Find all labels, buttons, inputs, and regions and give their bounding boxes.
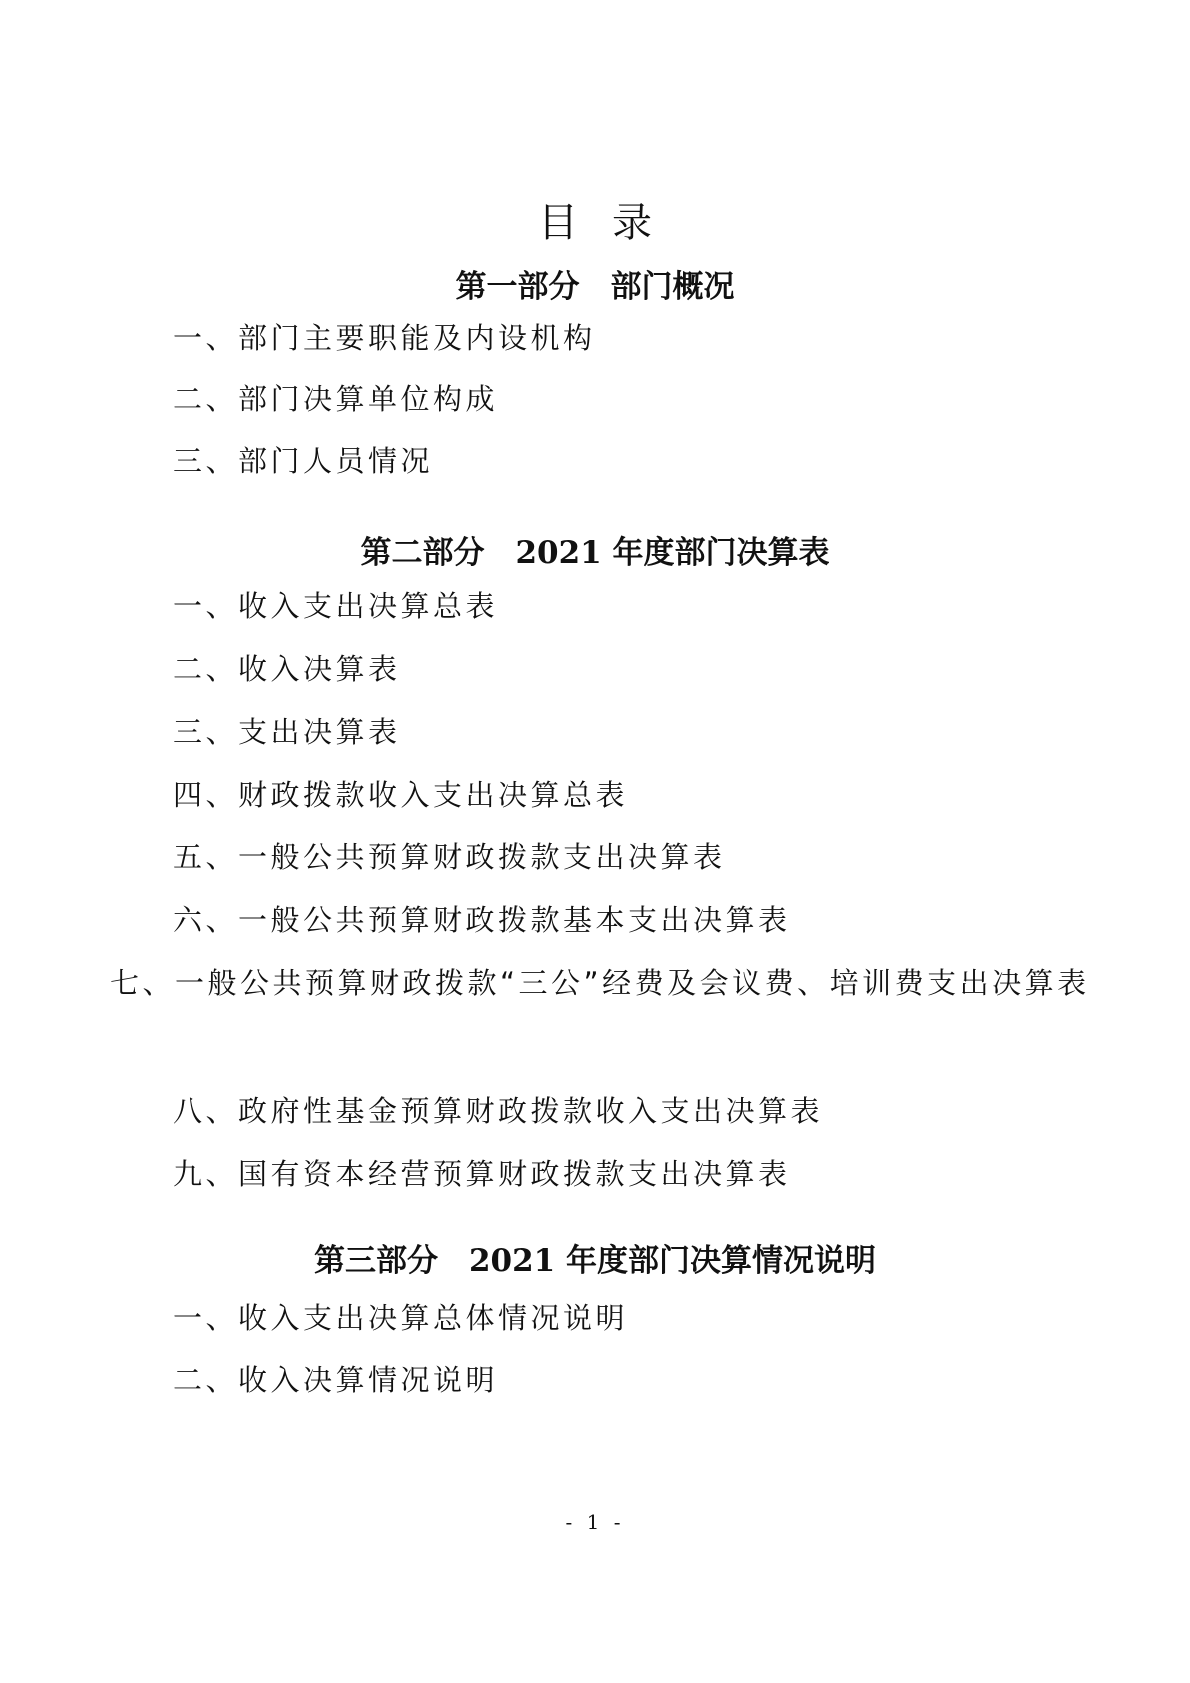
toc-item-number: 三、 [173,715,239,749]
toc-item [173,1298,628,1338]
toc-item [110,952,1116,1015]
toc-item [173,1154,791,1194]
toc-item-number: 三、 [173,444,239,478]
part-2-heading: 第二部分 2021 年度部门决算表 [360,535,830,571]
toc-item [173,900,791,940]
toc-item-text: 部门决算单位构成 [238,382,499,416]
page-number: - 1 - [565,1510,625,1534]
toc-item-number: 六、 [173,903,239,937]
toc-item [173,318,596,358]
toc-item-number: 九、 [173,1157,239,1191]
toc-item-number: 一、 [173,321,239,355]
toc-item-text: 一般公共预算财政拨款基本支出决算表 [238,903,791,937]
toc-item-number: 四、 [173,778,239,812]
toc-item-text: 部门人员情况 [238,444,434,478]
toc-item-text: 国有资本经营预算财政拨款支出决算表 [238,1157,791,1191]
toc-item-text: 一般公共预算财政拨款“三公”经费及会议费、培训费支出决算表 [175,966,1090,1000]
toc-item-number: 五、 [173,840,239,874]
toc-item [173,379,498,419]
toc-item [173,775,628,815]
toc-item-text: 财政拨款收入支出决算总表 [238,778,629,812]
toc-item-text: 收入决算情况说明 [238,1363,499,1397]
toc-item-number: 二、 [173,652,239,686]
toc-item-number: 七、 [110,966,176,1000]
toc-item-number: 二、 [173,382,239,416]
toc-item-number: 八、 [173,1094,239,1128]
toc-item [173,586,498,626]
toc-item-text: 收入支出决算总体情况说明 [238,1301,629,1335]
toc-item-text: 收入支出决算总表 [238,589,499,623]
part-1-heading: 第一部分 部门概况 [455,269,735,305]
toc-item-text: 收入决算表 [238,652,401,686]
toc-item [173,837,726,877]
toc-item-number: 二、 [173,1363,239,1397]
toc-item [173,441,433,481]
toc-item [173,649,401,689]
toc-title: 目录 [538,200,686,246]
toc-item-number: 一、 [173,1301,239,1335]
part-3-heading: 第三部分 2021 年度部门决算情况说明 [313,1243,877,1279]
toc-item-text: 一般公共预算财政拨款支出决算表 [238,840,726,874]
toc-item-text: 部门主要职能及内设机构 [238,321,596,355]
toc-item-text: 支出决算表 [238,715,401,749]
toc-item [173,712,401,752]
toc-item [173,1091,823,1131]
toc-item-text: 政府性基金预算财政拨款收入支出决算表 [238,1094,824,1128]
toc-item-number: 一、 [173,589,239,623]
toc-item [173,1360,498,1400]
